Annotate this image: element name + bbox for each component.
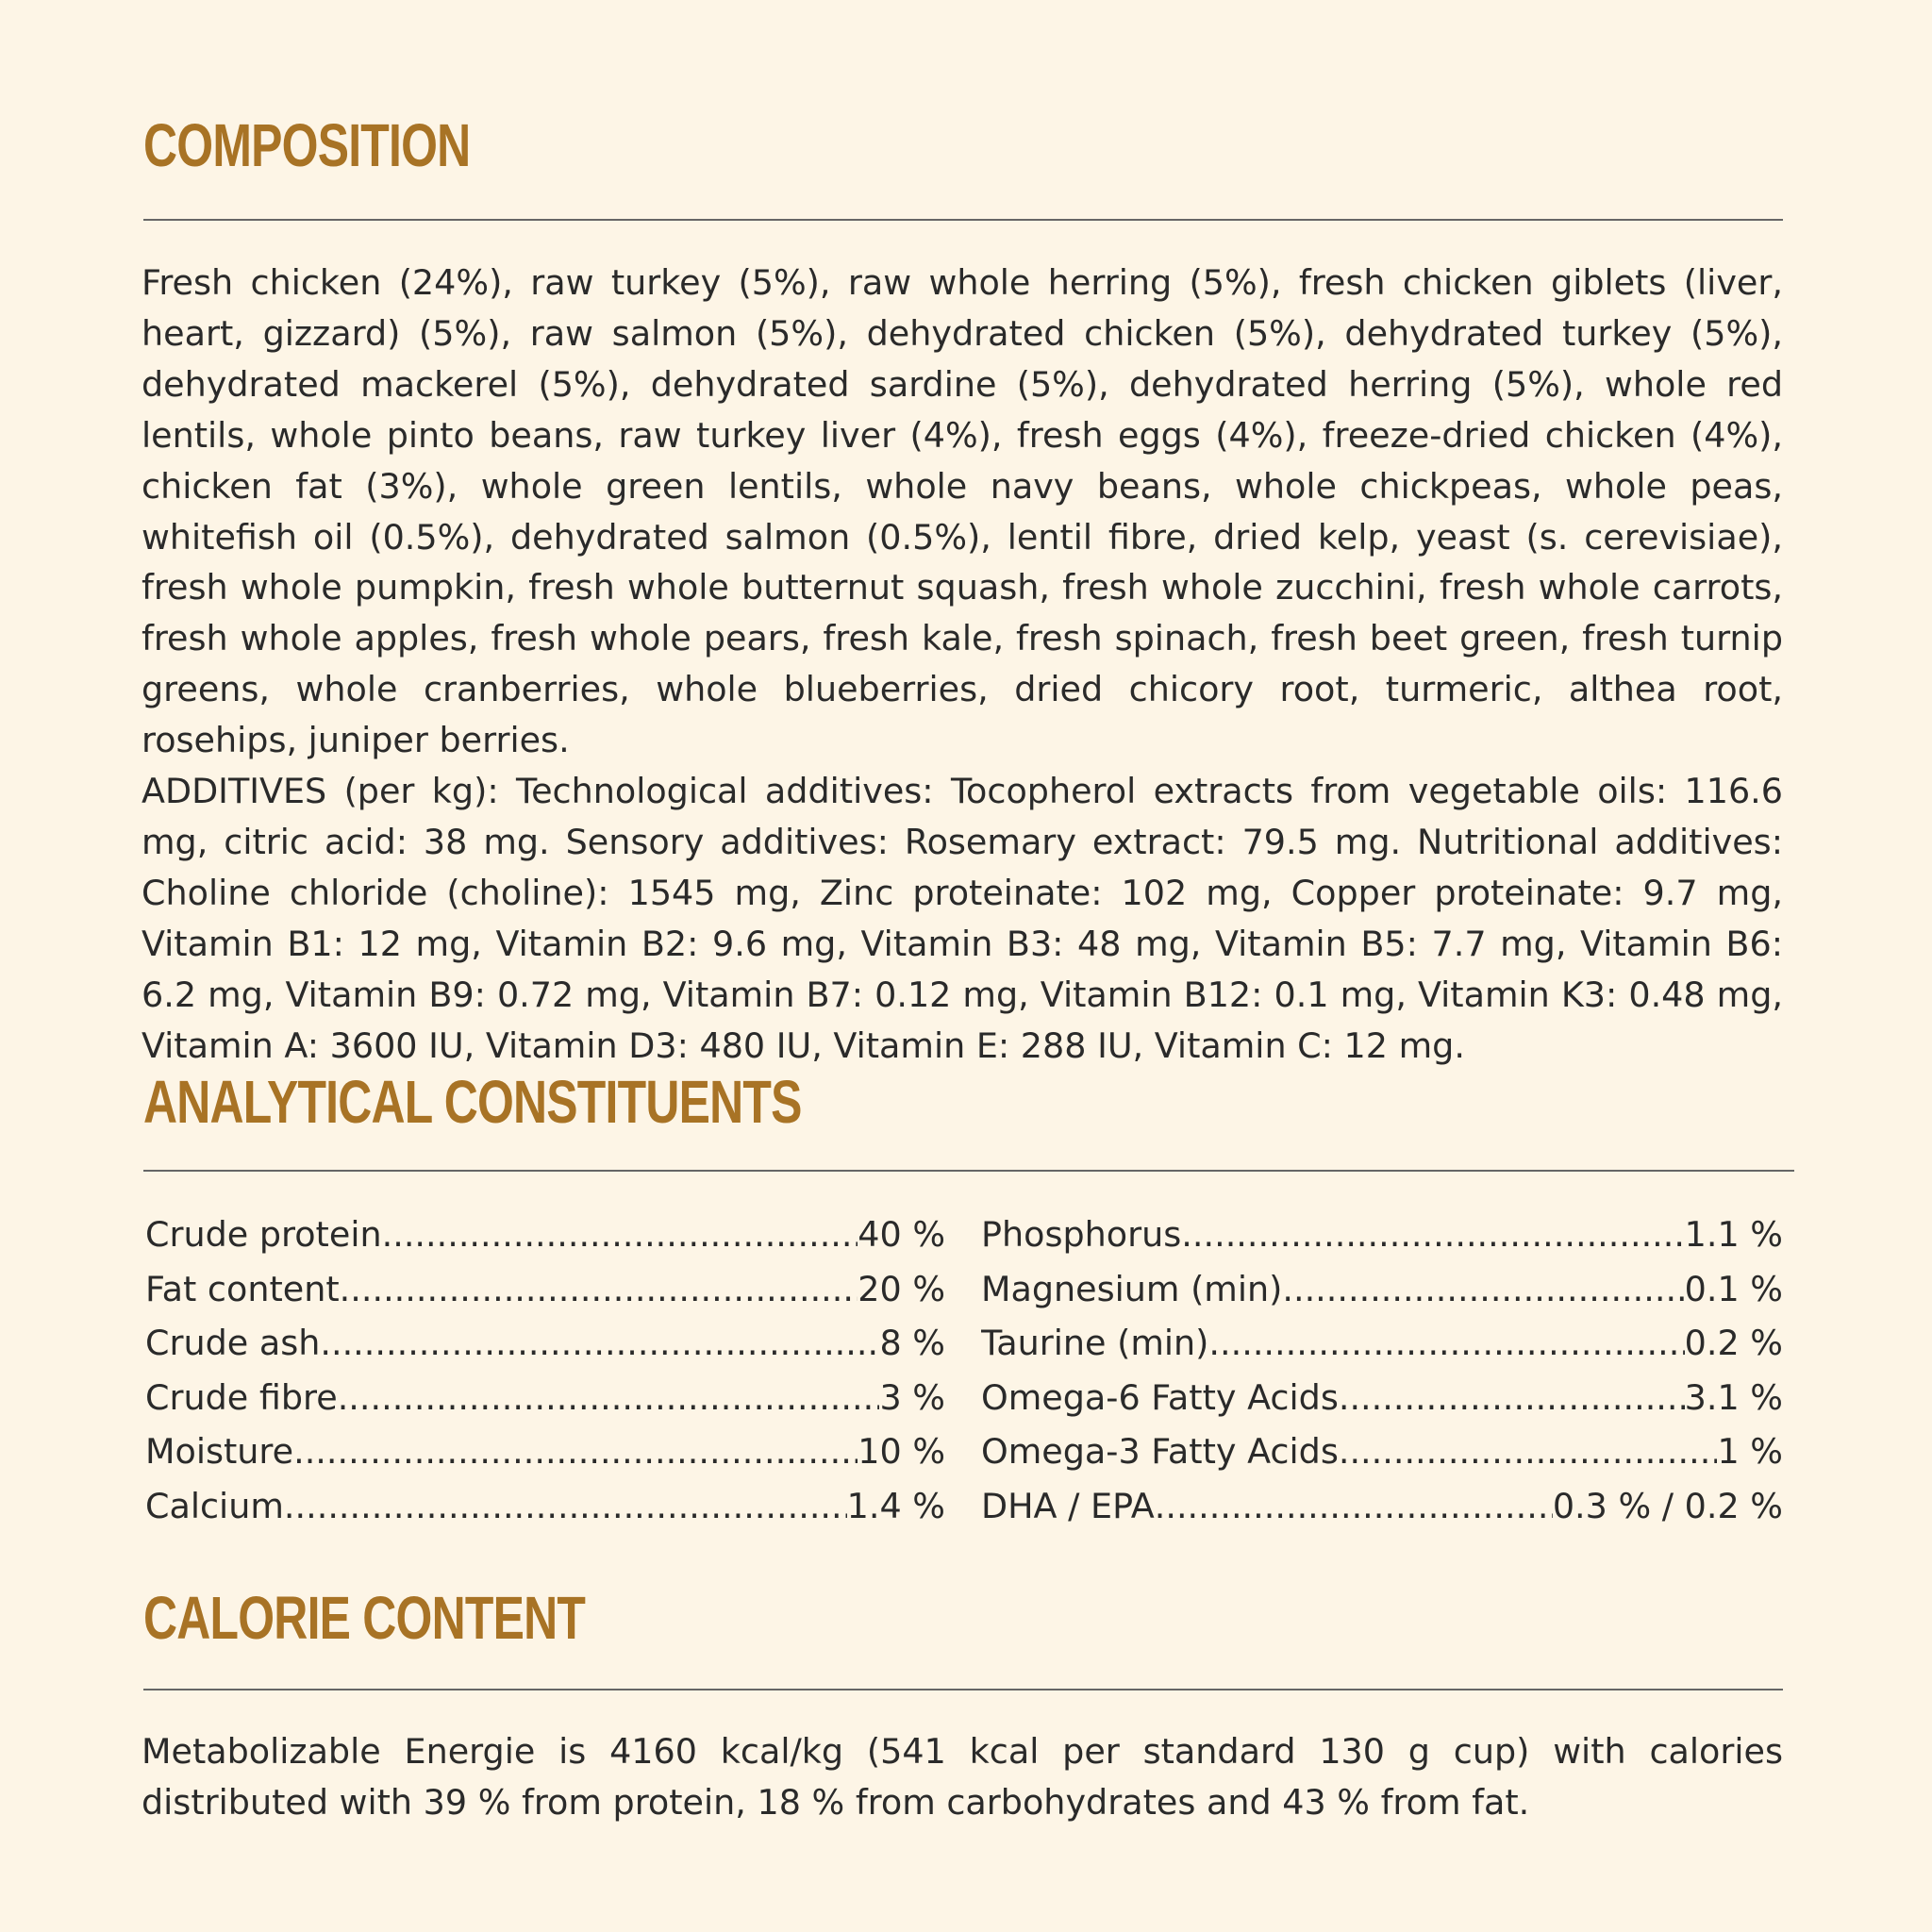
constituent-value: 40 % [858, 1214, 945, 1255]
leader-dots [338, 1371, 880, 1425]
constituent-row [981, 1479, 1783, 1534]
leader-dots [1181, 1208, 1684, 1262]
leader-dots [1339, 1424, 1718, 1479]
composition-divider [143, 219, 1783, 221]
calorie-divider [143, 1689, 1783, 1690]
constituent-label: Fat content [145, 1268, 340, 1309]
constituent-row [981, 1316, 1783, 1371]
leader-dots [1339, 1371, 1685, 1425]
constituent-value: 1.4 % [846, 1485, 945, 1526]
constituent-row [981, 1208, 1783, 1262]
composition-body [142, 258, 1783, 1072]
analytical-divider [143, 1170, 1794, 1172]
analytical-heading: ANALYTICAL CONSTITUENTS [143, 1068, 802, 1136]
constituent-value: 0.2 % [1684, 1323, 1783, 1363]
constituent-value: 1.1 % [1684, 1214, 1783, 1255]
constituent-label: Phosphorus [981, 1214, 1182, 1255]
analytical-right-column [981, 1208, 1783, 1533]
additives-text: ADDITIVES (per kg): Technological additives: Tocopherol extracts from vegetable oils: 116.6 mg, citric acid: 38 mg. Sensory additives: Rosemary extract: 79.5 mg. Nutritional additives: Choline chloride (choline): 1545 mg, Zinc proteinate: 102 mg, Copper proteinate: 9.7 mg, Vitamin B1: 12 mg, Vitamin B2: 9.6 mg, Vitamin B3: 48 mg, Vitamin B5: 7.7 mg, Vitamin B6: 6.2 mg, Vitamin B9: 0.72 mg, Vitamin B7: 0.12 mg, Vitamin B12: 0.1 mg, Vitamin K3: 0.48 mg, Vitamin A: 3600 IU, Vitamin D3: 480 IU, Vitamin E: 288 IU, Vitamin C: 12 mg. [142, 771, 1783, 1066]
constituent-label: Moisture [145, 1431, 294, 1472]
constituent-label: Omega-6 Fatty Acids [981, 1376, 1339, 1418]
constituent-value: 20 % [858, 1268, 945, 1309]
leader-dots [1282, 1262, 1684, 1317]
analytical-left-column [145, 1208, 945, 1533]
constituent-row [145, 1424, 945, 1479]
constituent-row [145, 1371, 945, 1425]
constituent-label: Crude fibre [145, 1376, 338, 1418]
leader-dots [382, 1208, 858, 1262]
composition-heading: COMPOSITION [143, 111, 471, 179]
constituent-row [981, 1262, 1783, 1317]
constituent-row [981, 1371, 1783, 1425]
calorie-heading: CALORIE CONTENT [143, 1584, 586, 1652]
leader-dots [1155, 1479, 1553, 1534]
constituent-value: 0.3 % / 0.2 % [1552, 1485, 1783, 1526]
constituent-row [981, 1424, 1783, 1479]
leader-dots [284, 1479, 847, 1534]
leader-dots [293, 1424, 858, 1479]
constituent-row [145, 1262, 945, 1317]
leader-dots [1208, 1316, 1684, 1371]
constituent-label: Calcium [145, 1485, 284, 1526]
constituent-label: Magnesium (min) [981, 1268, 1283, 1309]
constituent-value: 10 % [858, 1431, 945, 1472]
constituent-value: 3.1 % [1684, 1376, 1783, 1418]
constituent-label: Taurine (min) [981, 1323, 1209, 1363]
constituent-label: Crude protein [145, 1214, 382, 1255]
constituent-value: 8 % [879, 1323, 945, 1363]
leader-dots [320, 1316, 879, 1371]
ingredients-text: Fresh chicken (24%), raw turkey (5%), raw whole herring (5%), fresh chicken giblets (liver, heart, gizzard) (5%), raw salmon (5%), dehydrated chicken (5%), dehydrated turkey (5%), dehydrated mackerel (5%), dehydrated sardine (5%), dehydrated herring (5%), whole red lentils, whole pinto beans, raw turkey liver (4%), fresh eggs (4%), freeze-dried chicken (4%), chicken fat (3%), whole green lentils, whole navy beans, whole chickpeas, whole peas, whitefish oil (0.5%), dehydrated salmon (0.5%), lentil fibre, dried kelp, yeast (s. cerevisiae), fresh whole pumpkin, fresh whole butternut squash, fresh whole zucchini, fresh whole carrots, fresh whole apples, fresh whole pears, fresh kale, fresh spinach, fresh beet green, fresh turnip greens, whole cranberries, whole blueberries, dried chicory root, turmeric, althea root, rosehips, juniper berries. [142, 262, 1783, 761]
leader-dots [340, 1262, 858, 1317]
constituent-label: Crude ash [145, 1323, 321, 1363]
constituent-row [145, 1208, 945, 1262]
constituent-value: 3 % [879, 1376, 945, 1418]
constituent-label: Omega-3 Fatty Acids [981, 1431, 1339, 1472]
constituent-value: 1 % [1717, 1431, 1783, 1472]
constituent-value: 0.1 % [1684, 1268, 1783, 1309]
constituent-row [145, 1316, 945, 1371]
calorie-body [142, 1726, 1783, 1828]
calorie-text: Metabolizable Energie is 4160 kcal/kg (541 kcal per standard 130 g cup) with calories distributed with 39 % from protein, 18 % from carbohydrates and 43 % from fat. [142, 1731, 1783, 1823]
constituent-label: DHA / EPA [981, 1485, 1155, 1526]
constituent-row [145, 1479, 945, 1534]
